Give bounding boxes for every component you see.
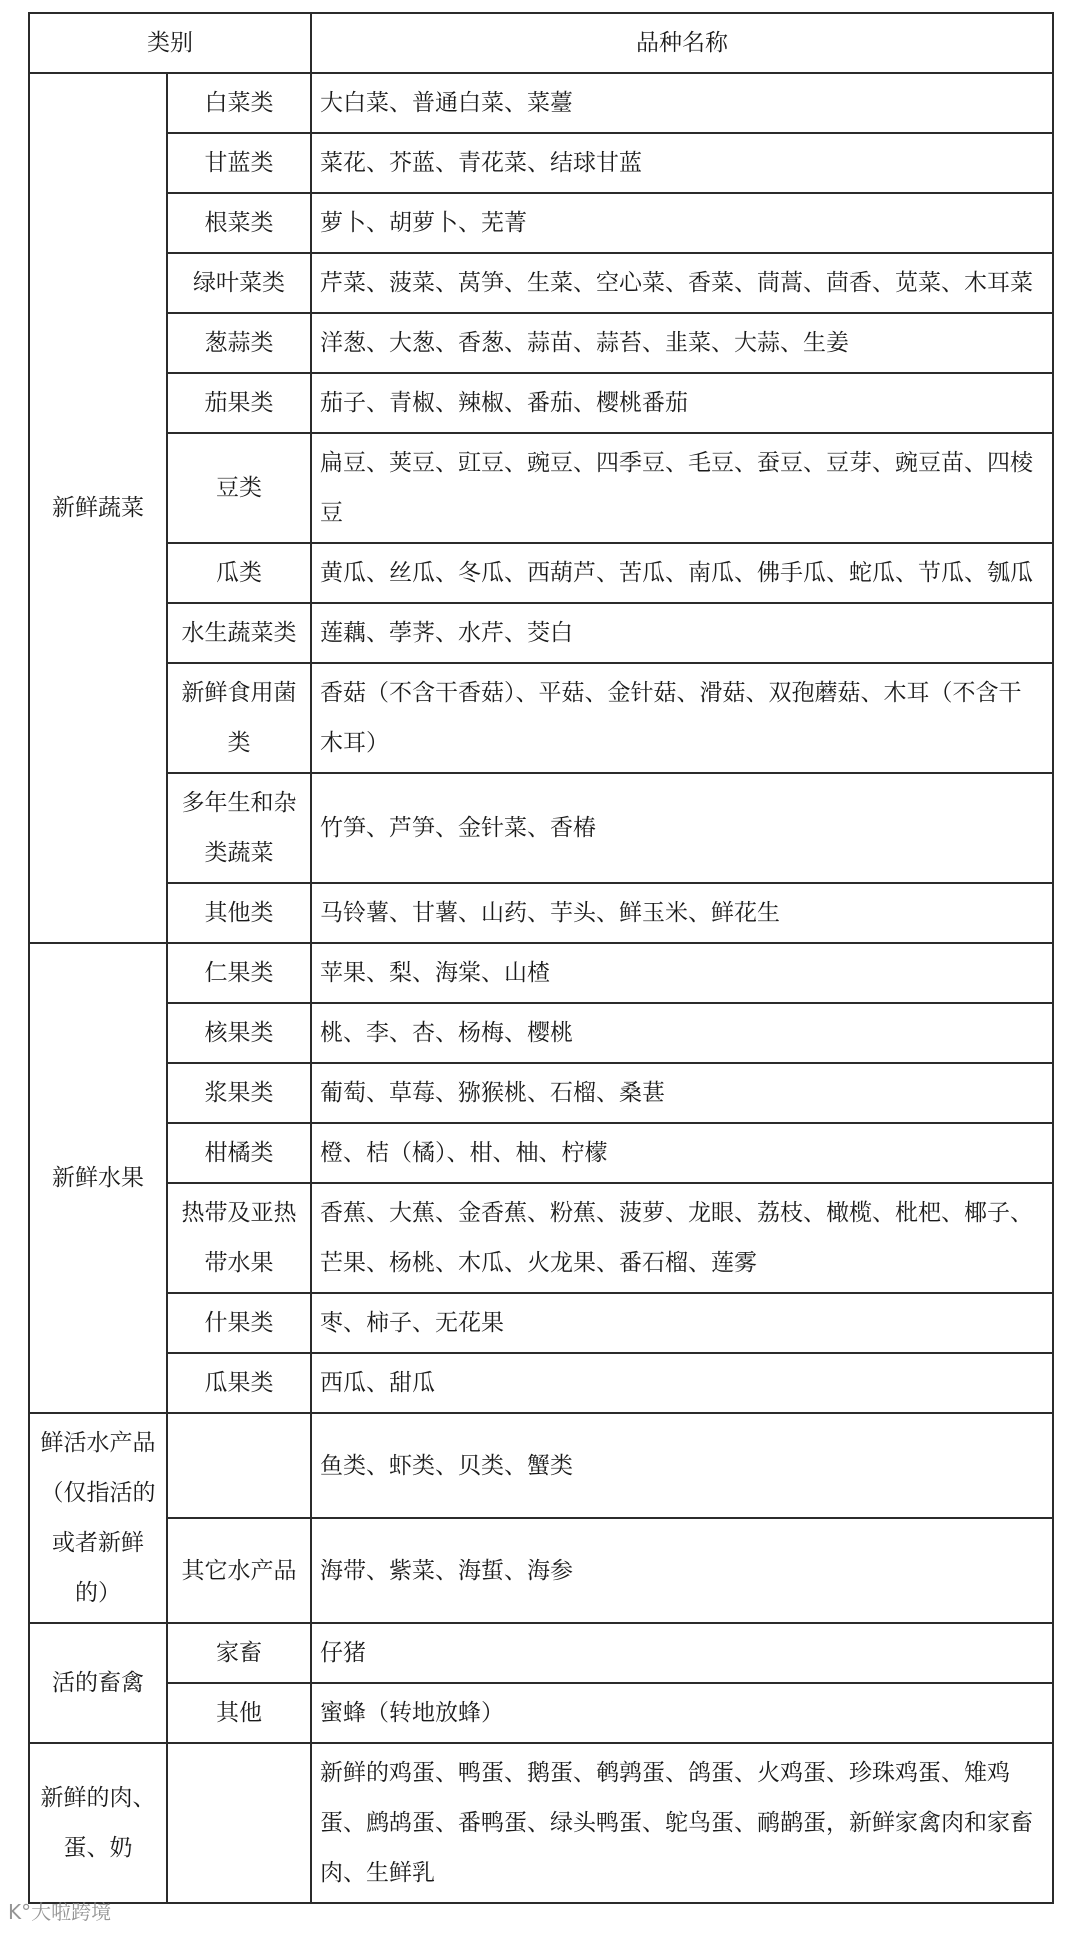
table-row xyxy=(29,773,1053,883)
category-cell: 柑橘类 xyxy=(167,1123,311,1183)
items-cell: 黄瓜、丝瓜、冬瓜、西葫芦、苦瓜、南瓜、佛手瓜、蛇瓜、节瓜、瓠瓜 xyxy=(311,543,1053,603)
table-row xyxy=(29,543,1053,603)
table-row xyxy=(29,1293,1053,1353)
category-cell: 水生蔬菜类 xyxy=(167,603,311,663)
category-cell: 瓜类 xyxy=(167,543,311,603)
category-cell: 仁果类 xyxy=(167,943,311,1003)
items-cell: 苹果、梨、海棠、山楂 xyxy=(311,943,1053,1003)
category-cell: 什果类 xyxy=(167,1293,311,1353)
table-row xyxy=(29,1518,1053,1623)
table-row xyxy=(29,253,1053,313)
header-varieties: 品种名称 xyxy=(311,13,1053,73)
category-cell: 茄果类 xyxy=(167,373,311,433)
table-row xyxy=(29,1623,1053,1683)
table-row xyxy=(29,73,1053,133)
table-row xyxy=(29,943,1053,1003)
category-cell: 其它水产品 xyxy=(167,1518,311,1623)
table-row xyxy=(29,1743,1053,1903)
table-row xyxy=(29,603,1053,663)
category-cell: 甘蓝类 xyxy=(167,133,311,193)
category-cell: 其他类 xyxy=(167,883,311,943)
items-cell: 仔猪 xyxy=(311,1623,1053,1683)
table-row xyxy=(29,1183,1053,1293)
category-cell: 热带及亚热带水果 xyxy=(167,1183,311,1293)
items-cell: 菜花、芥蓝、青花菜、结球甘蓝 xyxy=(311,133,1053,193)
items-cell: 莲藕、荸荠、水芹、茭白 xyxy=(311,603,1053,663)
group-cell: 新鲜蔬菜 xyxy=(29,73,167,943)
group-cell: 新鲜水果 xyxy=(29,943,167,1413)
items-cell: 香菇（不含干香菇）、平菇、金针菇、滑菇、双孢蘑菇、木耳（不含干木耳） xyxy=(311,663,1053,773)
category-cell xyxy=(167,1743,311,1903)
category-cell: 多年生和杂类蔬菜 xyxy=(167,773,311,883)
items-cell: 芹菜、菠菜、莴笋、生菜、空心菜、香菜、茼蒿、茴香、苋菜、木耳菜 xyxy=(311,253,1053,313)
items-cell: 新鲜的鸡蛋、鸭蛋、鹅蛋、鹌鹑蛋、鸽蛋、火鸡蛋、珍珠鸡蛋、雉鸡蛋、鹧鸪蛋、番鸭蛋、绿头鸭蛋、鸵鸟蛋、鸸鹋蛋，新鲜家禽肉和家畜肉、生鲜乳 xyxy=(311,1743,1053,1903)
category-cell: 核果类 xyxy=(167,1003,311,1063)
category-cell xyxy=(167,1413,311,1518)
category-cell: 其他 xyxy=(167,1683,311,1743)
category-cell: 浆果类 xyxy=(167,1063,311,1123)
table-row xyxy=(29,373,1053,433)
table-row xyxy=(29,133,1053,193)
items-cell: 枣、柿子、无花果 xyxy=(311,1293,1053,1353)
category-cell: 家畜 xyxy=(167,1623,311,1683)
items-cell: 香蕉、大蕉、金香蕉、粉蕉、菠萝、龙眼、荔枝、橄榄、枇杷、椰子、芒果、杨桃、木瓜、火龙果、番石榴、莲雾 xyxy=(311,1183,1053,1293)
items-cell: 橙、桔（橘）、柑、柚、柠檬 xyxy=(311,1123,1053,1183)
items-cell: 鱼类、虾类、贝类、蟹类 xyxy=(311,1413,1053,1518)
table-row xyxy=(29,1003,1053,1063)
category-cell: 根菜类 xyxy=(167,193,311,253)
items-cell: 蜜蜂（转地放蜂） xyxy=(311,1683,1053,1743)
items-cell: 海带、紫菜、海蜇、海参 xyxy=(311,1518,1053,1623)
category-cell: 绿叶菜类 xyxy=(167,253,311,313)
group-cell: 新鲜的肉、蛋、奶 xyxy=(29,1743,167,1903)
table-row xyxy=(29,1063,1053,1123)
table-row xyxy=(29,433,1053,543)
table-row xyxy=(29,1123,1053,1183)
watermark-logo: K°大啦跨境 xyxy=(8,1900,112,1924)
group-cell: 鲜活水产品（仅指活的或者新鲜的） xyxy=(29,1413,167,1623)
items-cell: 竹笋、芦笋、金针菜、香椿 xyxy=(311,773,1053,883)
table-row xyxy=(29,883,1053,943)
produce-category-table xyxy=(28,12,1054,1904)
items-cell: 大白菜、普通白菜、菜薹 xyxy=(311,73,1053,133)
table-row xyxy=(29,1413,1053,1518)
items-cell: 萝卜、胡萝卜、芜菁 xyxy=(311,193,1053,253)
items-cell: 洋葱、大葱、香葱、蒜苗、蒜苔、韭菜、大蒜、生姜 xyxy=(311,313,1053,373)
table-row xyxy=(29,193,1053,253)
items-cell: 葡萄、草莓、猕猴桃、石榴、桑葚 xyxy=(311,1063,1053,1123)
header-row xyxy=(29,13,1053,73)
category-cell: 白菜类 xyxy=(167,73,311,133)
table-row xyxy=(29,1683,1053,1743)
items-cell: 茄子、青椒、辣椒、番茄、樱桃番茄 xyxy=(311,373,1053,433)
items-cell: 扁豆、荚豆、豇豆、豌豆、四季豆、毛豆、蚕豆、豆芽、豌豆苗、四棱豆 xyxy=(311,433,1053,543)
group-cell: 活的畜禽 xyxy=(29,1623,167,1743)
category-cell: 豆类 xyxy=(167,433,311,543)
category-cell: 葱蒜类 xyxy=(167,313,311,373)
table-row xyxy=(29,663,1053,773)
table-row xyxy=(29,1353,1053,1413)
table-row xyxy=(29,313,1053,373)
category-cell: 瓜果类 xyxy=(167,1353,311,1413)
header-category: 类别 xyxy=(29,13,311,73)
category-cell: 新鲜食用菌类 xyxy=(167,663,311,773)
items-cell: 马铃薯、甘薯、山药、芋头、鲜玉米、鲜花生 xyxy=(311,883,1053,943)
items-cell: 西瓜、甜瓜 xyxy=(311,1353,1053,1413)
items-cell: 桃、李、杏、杨梅、樱桃 xyxy=(311,1003,1053,1063)
